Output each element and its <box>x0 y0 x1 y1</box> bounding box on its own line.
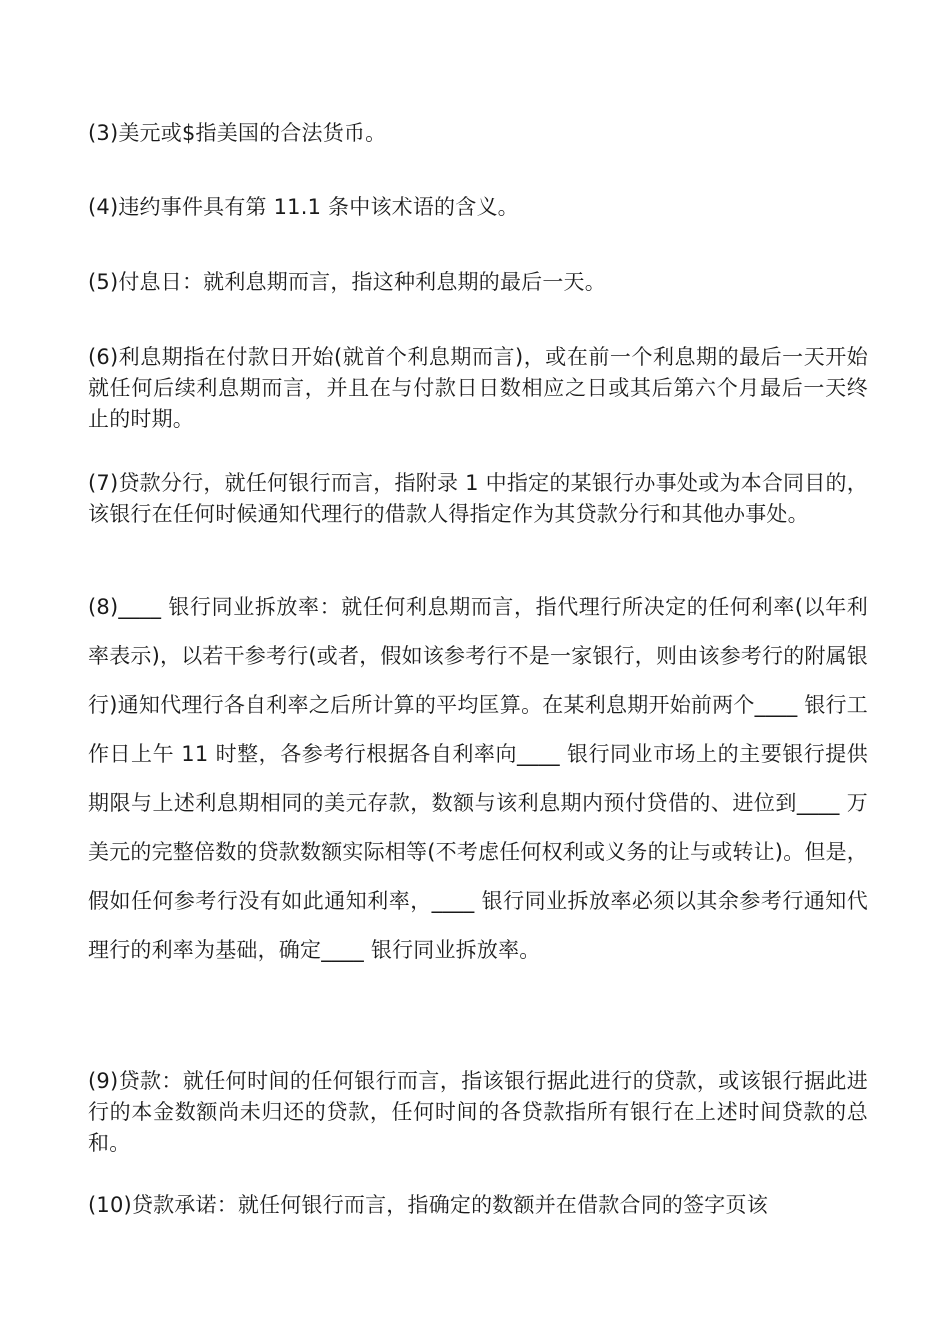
clause-10-loan-commitment: (10)贷款承诺：就任何银行而言，指确定的数额并在借款合同的签字页该 <box>88 1193 768 1217</box>
clause-8-interbank-offered-rate: (8)____ 银行同业拆放率：就任何利息期而言，指代理行所决定的任何利率(以年利率表示)，以若干参考行(或者，假如该参考行不是一家银行，则由该参考行的附属银行)通知代理行各自利率之后所计算的平均匡算。在某利息期开始前两个____ 银行工作日上午 11 时整，各参考行根据各自利率向____ 银行同业市场上的主要银行提供期限与上述利息期相同的美元存款，数额与该利息期内预付贷借的、进位到____ 万美元的完整倍数的贷款数额实际相等(不考虑任何权利或义务的让与或转让)。但是，假如任何参考行没有如此通知利率，____ 银行同业拆放率必须以其余参考行通知代理行的利率为基础，确定____ 银行同业拆放率。 <box>88 595 868 962</box>
clause-6-interest-period: (6)利息期指在付款日开始(就首个利息期而言)，或在前一个利息期的最后一天开始就任何后续利息期而言，并且在与付款日日数相应之日或其后第六个月最后一天终止的时期。 <box>88 345 868 431</box>
clause-7-lending-office: (7)贷款分行，就任何银行而言，指附录 1 中指定的某银行办事处或为本合同目的，该银行在任何时候通知代理行的借款人得指定作为其贷款分行和其他办事处。 <box>88 471 868 526</box>
clause-3-us-dollar: (3)美元或$指美国的合法货币。 <box>88 121 387 145</box>
clause-5-interest-payment-date: (5)付息日：就利息期而言，指这种利息期的最后一天。 <box>88 270 606 294</box>
clause-9-loan: (9)贷款：就任何时间的任何银行而言，指该银行据此进行的贷款，或该银行据此进行的本金数额尚未归还的贷款，任何时间的各贷款指所有银行在上述时间贷款的总和。 <box>88 1069 868 1155</box>
clause-4-event-of-default: (4)违约事件具有第 11.1 条中该术语的含义。 <box>88 195 519 219</box>
